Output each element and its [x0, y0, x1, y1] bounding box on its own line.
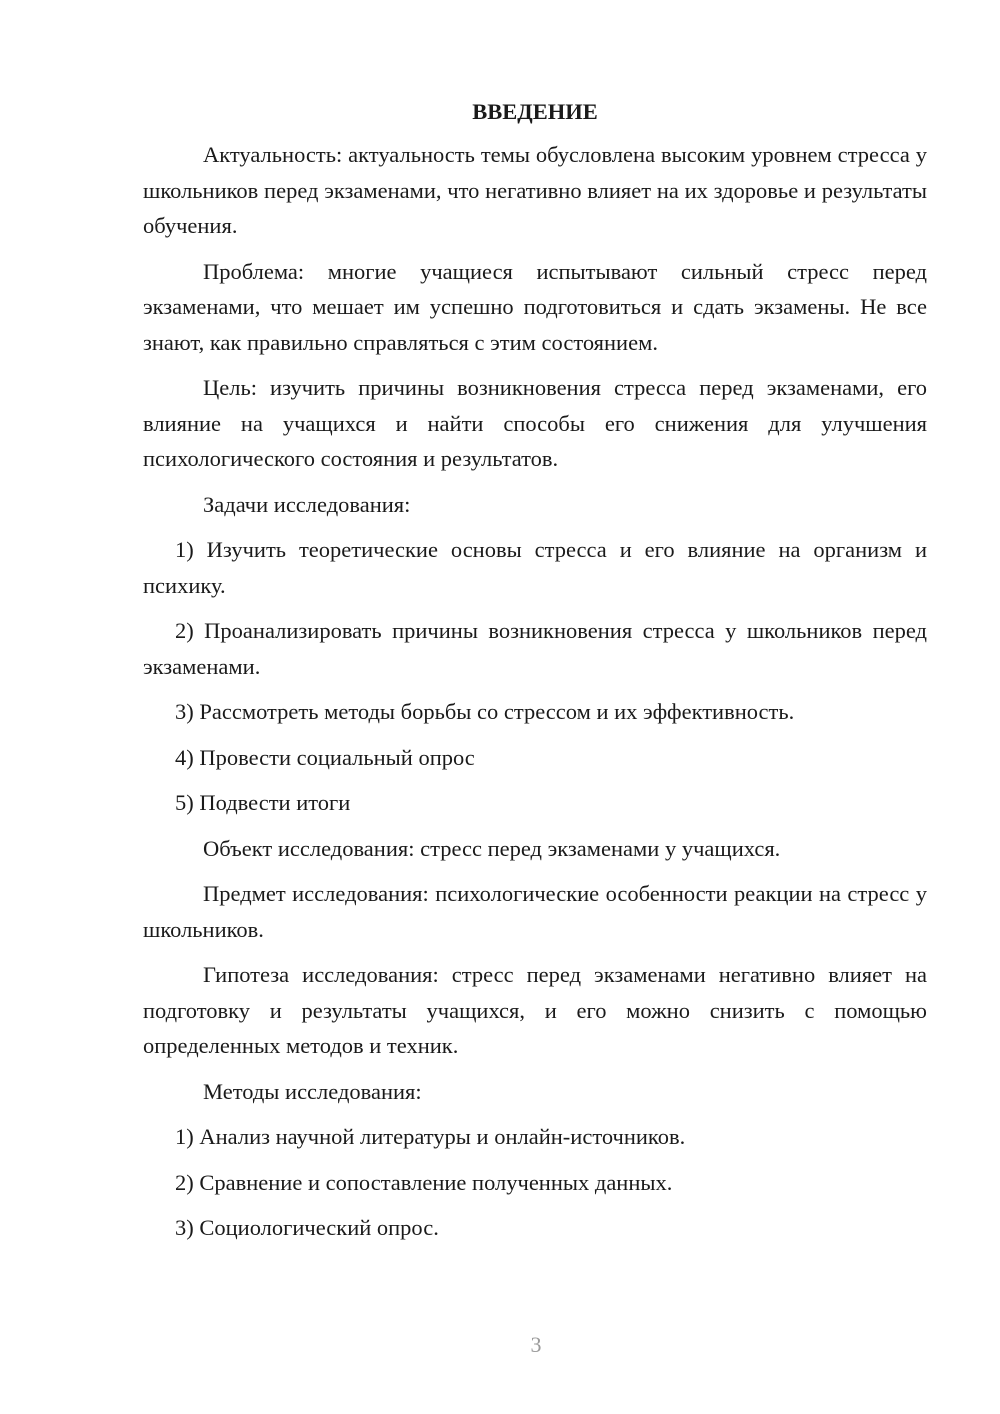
task-item: 1) Изучить теоретические основы стресса и его влияние на организм и психику.: [143, 537, 927, 598]
methods-list: [143, 1119, 927, 1246]
method-item: 2) Сравнение и сопоставление полученных данных.: [175, 1169, 673, 1195]
task-item: 4) Провести социальный опрос: [175, 744, 475, 770]
hypothesis-paragraph: Гипотеза исследования: стресс перед экзаменами негативно влияет на подготовку и результаты учащихся, и его можно снизить с помощью определенных методов и техник.: [143, 962, 927, 1058]
task-item: 3) Рассмотреть методы борьбы со стрессом и их эффективность.: [175, 699, 795, 724]
subject-paragraph: Предмет исследования: психологические особенности реакции на стресс у школьников.: [143, 881, 927, 942]
methods-heading: Методы исследования:: [203, 1078, 422, 1104]
relevance-paragraph: Актуальность: актуальность темы обусловлена высоким уровнем стресса у школьников перед экзаменами, что негативно влияет на их здоровье и результаты обучения.: [143, 142, 927, 238]
section-title: ВВЕДЕНИЕ: [472, 99, 598, 124]
document-body: [143, 95, 927, 1256]
goal-paragraph: Цель: изучить причины возникновения стресса перед экзаменами, его влияние на учащихся и найти способы его снижения для улучшения психологического состояния и результатов.: [143, 375, 927, 471]
method-item: 1) Анализ научной литературы и онлайн-источников.: [175, 1124, 686, 1149]
tasks-list: [143, 532, 927, 821]
page-number: 3: [530, 1332, 542, 1357]
task-item: 2) Проанализировать причины возникновения стресса у школьников перед экзаменами.: [143, 618, 927, 679]
task-item: 5) Подвести итоги: [175, 790, 351, 815]
object-paragraph: Объект исследования: стресс перед экзаменами у учащихся.: [203, 835, 781, 861]
problem-paragraph: Проблема: многие учащиеся испытывают сильный стресс перед экзаменами, что мешает им успешно подготовиться и сдать экзамены. Не все знают, как правильно справляться с этим состоянием.: [143, 258, 927, 355]
method-item: 3) Социологический опрос.: [175, 1215, 439, 1240]
tasks-heading: Задачи исследования:: [203, 491, 411, 517]
